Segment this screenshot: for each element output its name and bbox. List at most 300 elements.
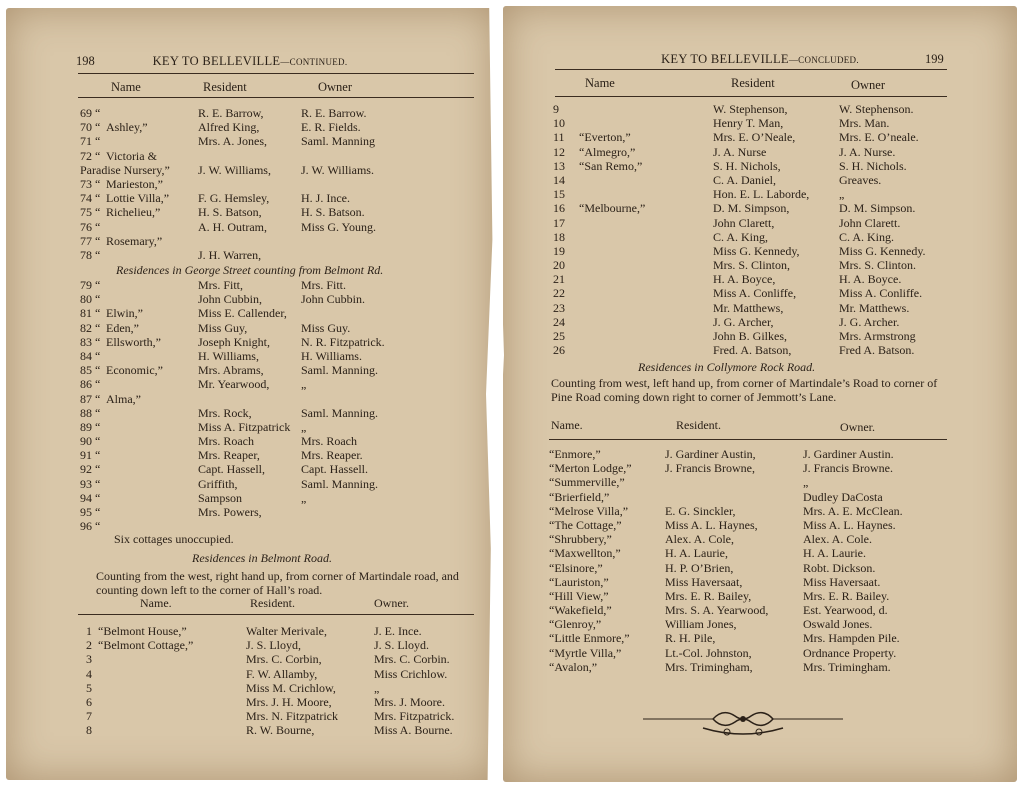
table-row [503,329,1017,343]
resident-name: E. G. Sinckler, [665,503,736,518]
resident-name: J. S. Lloyd, [246,638,302,653]
row-number: 19 [553,243,565,258]
owner-name: Mrs. Trimingham. [803,659,891,674]
resident-name: Alfred King, [198,120,260,135]
resident-name: H. A. Boyce, [713,272,776,287]
owner-name: Mrs. E. R. Bailey. [803,588,890,603]
paragraph-belmont: Counting from the west, right hand up, from corner of Martindale road, and counting down left to the corner of Hall’s road. [96,569,459,597]
table-row [6,335,494,349]
table-row [503,490,1017,504]
col2-name-header: Name. [140,596,172,610]
table-row [6,292,494,306]
row-number: 74 “ [80,191,101,206]
table-row [503,504,1017,518]
owner-name: R. E. Barrow. [301,106,367,120]
table-row [6,177,494,191]
owner-name: W. Stephenson. [839,102,914,116]
house-name: “The Cottage,” [549,517,622,532]
right-page-number: 199 [925,52,944,66]
row-number: 1 [86,624,92,638]
house-name: Richelieu,” [106,205,161,220]
resident-name: John Clarett, [713,215,775,230]
right-page [503,6,1017,782]
owner-name: J. A. Nurse. [839,144,896,159]
resident-name: H. Williams, [198,348,259,363]
resident-name: Mrs. Rock, [198,405,252,420]
table-row [6,695,494,709]
right-title-main: KEY TO BELLEVILLE [661,52,789,66]
owner-name: J. G. Archer. [839,314,900,329]
table-row [6,106,494,120]
row-number: 5 [86,680,92,695]
row-number: 16 [553,201,565,216]
owner-name: Mrs. J. Moore. [374,694,445,709]
resident-name: Mrs. E. R. Bailey, [665,588,752,603]
house-name: “Wakefield,” [549,603,612,618]
resident-name: Hon. E. L. Laborde, [713,187,810,202]
resident-name: Miss G. Kennedy, [713,243,800,258]
resident-name: Griffith, [198,476,238,491]
row-number: 83 “ [80,334,101,349]
resident-name: J. A. Nurse [713,144,767,159]
col2-owner-header: Owner. [840,420,875,434]
table-row [503,286,1017,300]
resident-name: Mrs. E. O’Neale, [713,130,796,145]
resident-name: Mr. Yearwood, [198,377,270,392]
owner-name: S. H. Nichols. [839,158,907,173]
house-name: “Little Enmore,” [549,631,630,646]
left-title-suffix: —CONTINUED. [280,57,348,67]
resident-name: Miss E. Callender, [198,306,287,321]
table-row [503,475,1017,489]
row-number: 8 [86,723,92,738]
table-row [503,617,1017,631]
row-number: 73 “ [80,176,101,191]
house-name: Victoria & [106,148,157,163]
row-number: 4 [86,666,92,681]
row-number: 20 [553,258,565,273]
row-number: 3 [86,652,92,667]
table-row [6,248,494,262]
resident-name: Mrs. S. Clinton, [713,258,791,273]
left-title-main: KEY TO BELLEVILLE [152,54,281,68]
table-row [6,205,494,219]
owner-name: Miss A. L. Haynes. [803,517,896,532]
table-row [6,709,494,723]
col-owner-header: Owner [318,80,353,94]
table-row [6,349,494,363]
house-name: “Elsinore,” [549,560,603,575]
house-name: Ellsworth,” [106,334,161,349]
row-number: 80 “ [80,292,101,307]
table-row [503,187,1017,201]
owner-name: Saml. Manning [301,134,375,149]
resident-name: John Cubbin, [198,292,263,307]
table-row [6,306,494,320]
table-row [6,681,494,695]
owner-name: H. Williams. [301,348,362,363]
owner-name: Mrs. Armstrong [839,329,916,343]
owner-name: J. Gardiner Austin. [803,447,894,461]
table-row [6,278,494,292]
col-owner-header: Owner [851,78,886,92]
resident-name: J. Francis Browne, [665,461,755,476]
row-number: 6 [86,694,92,709]
table-row [503,315,1017,329]
column-rule [78,97,474,98]
table-row [6,491,494,505]
section-heading-george: Residences in George Street counting from Belmont Rd. [116,263,384,277]
row-number: 2 [86,638,92,653]
resident-name: Sampson [198,490,243,505]
resident-name: Joseph Knight, [198,334,270,349]
resident-name: F. G. Hemsley, [198,191,270,206]
house-name: Ashley,” [106,120,148,135]
table-row [503,603,1017,617]
owner-name: H. J. Ince. [301,191,350,206]
resident-name: Miss M. Crichlow, [246,680,336,695]
table-row [503,575,1017,589]
resident-name: R. W. Bourne, [246,723,315,738]
row-number: 14 [553,172,565,187]
owner-name: D. M. Simpson. [839,201,916,216]
resident-name: J. W. Williams, [198,162,271,177]
house-name: Economic,” [106,363,163,378]
owner-name: „ [301,490,307,505]
resident-name: Mrs. Powers, [198,505,262,519]
table-row [6,191,494,205]
owner-name: Mrs. Roach [301,434,357,449]
owner-name: J. Francis Browne. [803,461,893,476]
resident-name: Mrs. C. Corbin, [246,652,322,667]
house-name: “Merton Lodge,” [549,461,632,476]
resident-name: J. H. Warren, [198,247,262,262]
row-number: 78 “ [80,247,101,262]
left-table-b [6,278,494,533]
owner-name: Saml. Manning. [301,363,378,378]
house-name: “Everton,” [579,130,631,145]
row-number: 10 [553,116,565,131]
right-table-b [503,447,1017,674]
row-number: 18 [553,229,565,244]
table-row [503,159,1017,173]
column-rule [555,96,947,97]
row-number: 76 “ [80,219,101,234]
resident-name: S. H. Nichols, [713,158,781,173]
house-name: “Myrtle Villa,” [549,645,622,660]
resident-name: H. S. Batson, [198,205,262,220]
table-row [503,343,1017,357]
resident-name: Mrs. Roach [198,434,254,449]
table-row [503,447,1017,461]
house-name: “Summerville,” [549,475,625,490]
right-page-header [503,52,1017,68]
table-row [503,173,1017,187]
row-number: 85 “ [80,363,101,378]
left-page-header [6,54,494,70]
left-page-number: 198 [76,54,95,68]
owner-name: Miss A. Conliffe. [839,286,923,301]
owner-name: „ [301,419,307,434]
resident-name: R. E. Barrow, [198,106,264,120]
table-row [6,321,494,335]
section-heading-collymore: Residences in Collymore Rock Road. [638,360,816,374]
owner-name: Mrs. Fitzpatrick. [374,709,455,724]
row-number: 7 [86,709,92,724]
table-row [503,258,1017,272]
owner-name: Fred A. Batson. [839,343,915,358]
house-name: Elwin,” [106,306,143,321]
owner-name: C. A. King. [839,229,895,244]
table-row [6,406,494,420]
table-row [503,244,1017,258]
owner-name: Mrs. E. O’neale. [839,130,919,145]
owner-name: H. S. Batson. [301,205,365,220]
resident-name: W. Stephenson, [713,102,788,116]
row-number: 92 “ [80,462,101,477]
section-heading-belmont: Residences in Belmont Road. [192,551,332,565]
owner-name: Miss G. Young. [301,219,377,234]
resident-name: A. H. Outram, [198,219,267,234]
resident-name: Alex. A. Cole, [665,532,734,547]
resident-name: Miss Guy, [198,320,248,335]
table-row [6,624,494,638]
resident-name: Lt.-Col. Johnston, [665,645,752,660]
resident-name: Miss Haversaat, [665,574,743,589]
owner-name: Miss A. Bourne. [374,723,453,738]
table-row [6,448,494,462]
table-row [503,546,1017,560]
table-row [6,234,494,248]
owner-name: Mrs. Reaper. [301,448,363,463]
collymore-rule [549,439,947,440]
owner-name: Mrs. Hampden Pile. [803,631,900,646]
house-name: Lottie Villa,” [106,191,170,206]
row-number: 75 “ [80,205,101,220]
resident-name: Mrs. Trimingham, [665,659,753,674]
row-number: 25 [553,329,565,343]
resident-name: Capt. Hassell, [198,462,265,477]
table-row [6,477,494,491]
header-rule [78,73,474,74]
ornament-icon [643,706,843,740]
house-name: “Maxwellton,” [549,546,621,561]
col2-name-header: Name. [551,418,583,432]
table-row [6,149,494,163]
resident-name: Mrs. N. Fitzpatrick [246,709,338,724]
owner-name: H. A. Boyce. [839,272,902,287]
owner-name: Mrs. Man. [839,116,890,131]
table-row [503,631,1017,645]
row-number: 15 [553,187,565,202]
owner-name: H. A. Laurie. [803,546,866,561]
row-number: 82 “ [80,320,101,335]
owner-name: Mrs. S. Clinton. [839,258,917,273]
table-row [6,220,494,234]
row-number: 84 “ [80,348,101,363]
table-row [503,660,1017,674]
resident-name: Miss A. Fitzpatrick [198,419,291,434]
row-number: 95 “ [80,505,101,519]
right-table-a [503,102,1017,357]
owner-name: „ [839,187,845,202]
table-row [503,461,1017,475]
table-row [6,377,494,391]
table-row [503,532,1017,546]
paragraph-collymore: Counting from west, left hand up, from corner of Martindale’s Road to corner of Pine Road coming down right to corner of Jemmott’s Lane. [551,376,938,404]
row-number: 71 “ [80,134,101,149]
owner-name: Saml. Manning. [301,405,378,420]
left-table-a [6,106,494,262]
row-number: 23 [553,300,565,315]
table-row [503,201,1017,215]
house-name: “Hill View,” [549,588,609,603]
row-number: 96 “ [80,519,101,534]
resident-name: H. P. O’Brien, [665,560,734,575]
house-name: “Melbourne,” [579,201,646,216]
owner-name: Greaves. [839,172,882,187]
table-row [6,434,494,448]
owner-name: „ [374,680,380,695]
note-cottages: Six cottages unoccupied. [114,532,234,546]
row-number: 81 “ [80,306,101,321]
table-row [6,163,494,177]
table-row [6,392,494,406]
row-number: 17 [553,215,565,230]
row-number: 72 “ [80,148,101,163]
resident-name: F. W. Allamby, [246,666,318,681]
house-name: “Brierfield,” [549,489,610,504]
col2-resident-header: Resident. [676,418,721,432]
table-row [503,518,1017,532]
table-row [6,462,494,476]
house-name: “Almegro,” [579,144,636,159]
owner-name: J. W. Williams. [301,162,374,177]
resident-name: Miss A. L. Haynes, [665,517,758,532]
col-resident-header: Resident [731,76,775,90]
owner-name: Mrs. Fitt. [301,278,347,292]
col2-owner-header: Owner. [374,596,409,610]
row-number: 91 “ [80,448,101,463]
col-resident-header: Resident [203,80,247,94]
right-title-suffix: —CONCLUDED. [788,55,859,65]
house-name: “Lauriston,” [549,574,609,589]
row-number: 89 “ [80,419,101,434]
row-number: 11 [553,130,565,145]
row-number: 22 [553,286,565,301]
owner-name: Miss Haversaat. [803,574,881,589]
row-number: 90 “ [80,434,101,449]
row-number: 93 “ [80,476,101,491]
table-row [503,145,1017,159]
resident-name: Mrs. S. A. Yearwood, [665,603,769,618]
table-row [6,134,494,148]
house-name: “Belmont Cottage,” [98,638,194,653]
left-page [6,8,494,780]
owner-name: Dudley DaCosta [803,489,883,504]
resident-name: Mrs. J. H. Moore, [246,694,332,709]
resident-name: Henry T. Man, [713,116,784,131]
table-row [503,230,1017,244]
resident-name: C. A. King, [713,229,769,244]
resident-name: J. G. Archer, [713,314,774,329]
row-number: 9 [553,102,559,116]
row-number: 87 “ [80,391,101,406]
belmont-rule [78,614,474,615]
owner-name: John Clarett. [839,215,901,230]
house-name: “Glenroy,” [549,617,602,632]
row-number: Paradise Nursery,” [80,162,170,177]
row-number: 70 “ [80,120,101,135]
table-row [503,301,1017,315]
owner-name: Mrs. A. E. McClean. [803,503,903,518]
house-name: “San Remo,” [579,158,643,173]
row-number: 79 “ [80,278,101,292]
row-number: 88 “ [80,405,101,420]
resident-name: Mrs. Fitt, [198,278,244,292]
table-row [6,667,494,681]
row-number: 86 “ [80,377,101,392]
resident-name: John B. Gilkes, [713,329,788,343]
col2-resident-header: Resident. [250,596,295,610]
row-number: 21 [553,272,565,287]
table-row [6,652,494,666]
row-number: 77 “ [80,233,101,248]
table-row [6,519,494,533]
resident-name: Walter Merivale, [246,624,327,638]
table-row [6,638,494,652]
table-row [503,646,1017,660]
owner-name: „ [803,475,809,490]
resident-name: J. Gardiner Austin, [665,447,756,461]
resident-name: H. A. Laurie, [665,546,728,561]
owner-name: Miss Crichlow. [374,666,448,681]
resident-name: C. A. Daniel, [713,172,776,187]
table-row [503,130,1017,144]
row-number: 94 “ [80,490,101,505]
house-name: Marieston,” [106,176,163,191]
row-number: 12 [553,144,565,159]
house-name: Alma,” [106,391,141,406]
owner-name: Miss G. Kennedy. [839,243,926,258]
house-name: “Belmont House,” [98,624,187,638]
owner-name: John Cubbin. [301,292,366,307]
col-name-header: Name [585,76,615,90]
row-number: 26 [553,343,565,358]
house-name: Rosemary,” [106,233,163,248]
resident-name: Mrs. Abrams, [198,363,264,378]
table-row [6,420,494,434]
resident-name: D. M. Simpson, [713,201,790,216]
table-row [503,272,1017,286]
header-rule [555,69,947,70]
table-row [503,216,1017,230]
owner-name: Alex. A. Cole. [803,532,872,547]
owner-name: Miss Guy. [301,320,351,335]
table-row [503,561,1017,575]
left-page-title [6,54,494,69]
row-number: 13 [553,158,565,173]
owner-name: J. E. Ince. [374,624,422,638]
owner-name: E. R. Fields. [301,120,361,135]
house-name: “Enmore,” [549,447,601,461]
house-name: “Avalon,” [549,659,598,674]
resident-name: Mrs. Reaper, [198,448,260,463]
owner-name: Est. Yearwood, d. [803,603,888,618]
owner-name: Mr. Matthews. [839,300,910,315]
owner-name: Capt. Hassell. [301,462,368,477]
owner-name: N. R. Fitzpatrick. [301,334,385,349]
